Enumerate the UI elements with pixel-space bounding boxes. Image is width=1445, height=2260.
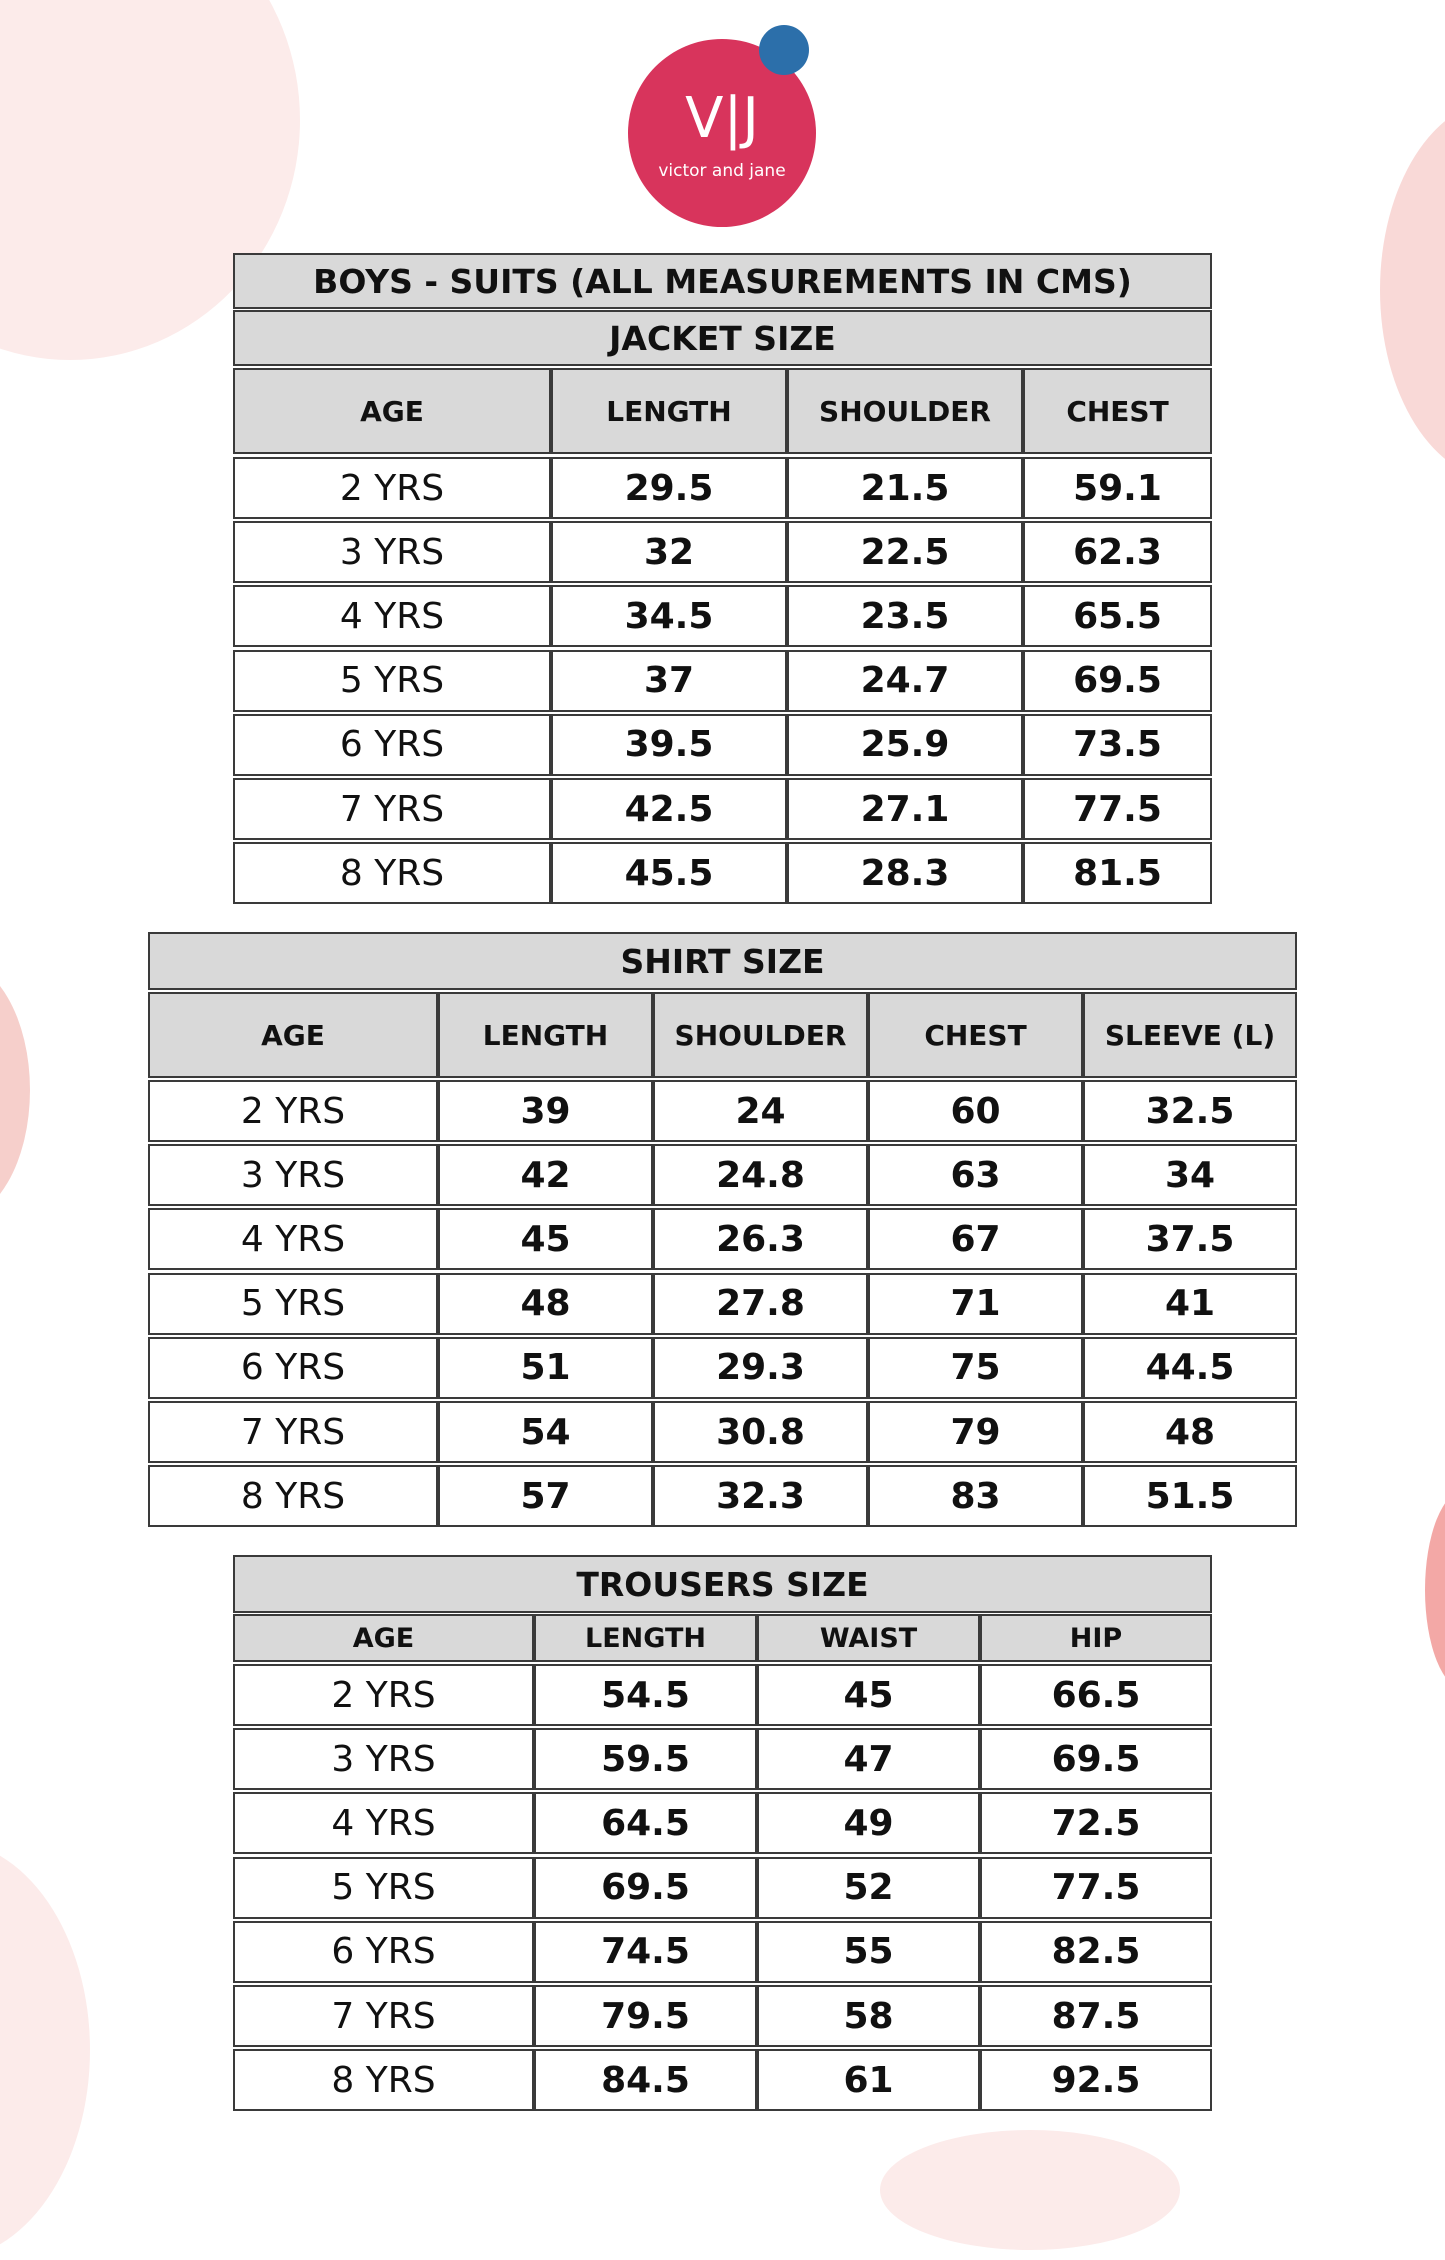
table-row [148,1337,1297,1399]
measurement-cell: 51 [438,1337,653,1399]
age-cell: 4 YRS [148,1208,438,1270]
table-row [233,778,1212,840]
shirt-header-sleeve: SLEEVE (L) [1083,992,1297,1078]
measurement-cell: 25.9 [787,714,1023,776]
measurement-cell: 59.1 [1023,457,1212,519]
age-cell: 2 YRS [148,1080,438,1142]
table-row [233,650,1212,712]
measurement-cell: 34 [1083,1144,1297,1206]
measurement-cell: 51.5 [1083,1465,1297,1527]
measurement-cell: 21.5 [787,457,1023,519]
measurement-cell: 30.8 [653,1401,868,1463]
trousers-size-table [233,1555,1212,2111]
jacket-header-row [233,368,1212,454]
measurement-cell: 41 [1083,1273,1297,1335]
measurement-cell: 24 [653,1080,868,1142]
measurement-cell: 84.5 [534,2049,757,2111]
trousers-header-row [233,1614,1212,1662]
table-row [233,1728,1212,1790]
measurement-cell: 26.3 [653,1208,868,1270]
page-title-row [233,253,1212,309]
age-cell: 4 YRS [233,585,551,647]
table-row [148,1144,1297,1206]
measurement-cell: 22.5 [787,521,1023,583]
measurement-cell: 62.3 [1023,521,1212,583]
measurement-cell: 69.5 [980,1728,1212,1790]
measurement-cell: 42.5 [551,778,787,840]
measurement-cell: 23.5 [787,585,1023,647]
background-blob-bottom-left [0,1840,90,2260]
measurement-cell: 77.5 [980,1857,1212,1919]
table-row [233,1857,1212,1919]
measurement-cell: 49 [757,1792,980,1854]
table-row [233,2049,1212,2111]
shirt-title: SHIRT SIZE [148,932,1297,990]
measurement-cell: 52 [757,1857,980,1919]
measurement-cell: 32.5 [1083,1080,1297,1142]
table-row [233,714,1212,776]
table-row [148,1401,1297,1463]
trousers-title-row [233,1555,1212,1613]
jacket-title-row [233,310,1212,366]
measurement-cell: 66.5 [980,1664,1212,1726]
jacket-size-table [233,253,1212,905]
measurement-cell: 54.5 [534,1664,757,1726]
measurement-cell: 24.8 [653,1144,868,1206]
age-cell: 3 YRS [148,1144,438,1206]
brand-mark: V|J [685,86,759,151]
measurement-cell: 61 [757,2049,980,2111]
trousers-header-length: LENGTH [534,1614,757,1662]
table-row [148,1080,1297,1142]
jacket-title: JACKET SIZE [233,310,1212,366]
shirt-header-shoulder: SHOULDER [653,992,868,1078]
measurement-cell: 83 [868,1465,1083,1527]
shirt-title-row [148,932,1297,990]
measurement-cell: 44.5 [1083,1337,1297,1399]
table-row [233,1921,1212,1983]
trousers-title: TROUSERS SIZE [233,1555,1212,1613]
jacket-header-age: AGE [233,368,551,454]
measurement-cell: 48 [1083,1401,1297,1463]
measurement-cell: 81.5 [1023,842,1212,904]
measurement-cell: 27.1 [787,778,1023,840]
measurement-cell: 77.5 [1023,778,1212,840]
table-row [233,1792,1212,1854]
age-cell: 8 YRS [233,842,551,904]
background-blob-right [1380,100,1445,480]
measurement-cell: 54 [438,1401,653,1463]
measurement-cell: 45 [757,1664,980,1726]
table-row [148,1208,1297,1270]
table-row [233,585,1212,647]
measurement-cell: 79.5 [534,1985,757,2047]
age-cell: 3 YRS [233,1728,534,1790]
measurement-cell: 37 [551,650,787,712]
shirt-header-length: LENGTH [438,992,653,1078]
measurement-cell: 57 [438,1465,653,1527]
jacket-header-shoulder: SHOULDER [787,368,1023,454]
age-cell: 4 YRS [233,1792,534,1854]
brand-logo-dot [759,25,809,75]
age-cell: 5 YRS [148,1273,438,1335]
measurement-cell: 69.5 [534,1857,757,1919]
measurement-cell: 47 [757,1728,980,1790]
measurement-cell: 63 [868,1144,1083,1206]
brand-name: victor and jane [658,161,786,181]
measurement-cell: 75 [868,1337,1083,1399]
age-cell: 6 YRS [233,714,551,776]
measurement-cell: 42 [438,1144,653,1206]
measurement-cell: 82.5 [980,1921,1212,1983]
age-cell: 8 YRS [148,1465,438,1527]
measurement-cell: 24.7 [787,650,1023,712]
measurement-cell: 65.5 [1023,585,1212,647]
measurement-cell: 58 [757,1985,980,2047]
measurement-cell: 34.5 [551,585,787,647]
measurement-cell: 27.8 [653,1273,868,1335]
measurement-cell: 73.5 [1023,714,1212,776]
shirt-header-age: AGE [148,992,438,1078]
measurement-cell: 87.5 [980,1985,1212,2047]
age-cell: 7 YRS [233,1985,534,2047]
measurement-cell: 72.5 [980,1792,1212,1854]
measurement-cell: 32.3 [653,1465,868,1527]
age-cell: 7 YRS [233,778,551,840]
age-cell: 7 YRS [148,1401,438,1463]
measurement-cell: 59.5 [534,1728,757,1790]
table-row [148,1273,1297,1335]
shirt-header-chest: CHEST [868,992,1083,1078]
jacket-header-chest: CHEST [1023,368,1212,454]
measurement-cell: 29.5 [551,457,787,519]
table-row [233,1985,1212,2047]
measurement-cell: 39 [438,1080,653,1142]
shirt-size-table [148,932,1297,1528]
measurement-cell: 69.5 [1023,650,1212,712]
table-row [233,457,1212,519]
measurement-cell: 55 [757,1921,980,1983]
measurement-cell: 29.3 [653,1337,868,1399]
measurement-cell: 71 [868,1273,1083,1335]
age-cell: 6 YRS [148,1337,438,1399]
table-row [148,1465,1297,1527]
age-cell: 5 YRS [233,650,551,712]
measurement-cell: 64.5 [534,1792,757,1854]
measurement-cell: 67 [868,1208,1083,1270]
measurement-cell: 32 [551,521,787,583]
table-row [233,1664,1212,1726]
trousers-header-waist: WAIST [757,1614,980,1662]
age-cell: 2 YRS [233,1664,534,1726]
age-cell: 5 YRS [233,1857,534,1919]
measurement-cell: 79 [868,1401,1083,1463]
background-blob-bottom-right [1425,1490,1445,1690]
age-cell: 8 YRS [233,2049,534,2111]
measurement-cell: 45 [438,1208,653,1270]
measurement-cell: 37.5 [1083,1208,1297,1270]
age-cell: 6 YRS [233,1921,534,1983]
page-title: BOYS - SUITS (ALL MEASUREMENTS IN CMS) [233,253,1212,309]
measurement-cell: 48 [438,1273,653,1335]
trousers-header-hip: HIP [980,1614,1212,1662]
shirt-header-row [148,992,1297,1078]
measurement-cell: 45.5 [551,842,787,904]
background-blob-bottom-center [880,2130,1180,2250]
measurement-cell: 60 [868,1080,1083,1142]
trousers-header-age: AGE [233,1614,534,1662]
age-cell: 2 YRS [233,457,551,519]
measurement-cell: 28.3 [787,842,1023,904]
background-blob-left [0,960,30,1220]
table-row [233,521,1212,583]
measurement-cell: 92.5 [980,2049,1212,2111]
age-cell: 3 YRS [233,521,551,583]
jacket-header-length: LENGTH [551,368,787,454]
measurement-cell: 74.5 [534,1921,757,1983]
measurement-cell: 39.5 [551,714,787,776]
table-row [233,842,1212,904]
